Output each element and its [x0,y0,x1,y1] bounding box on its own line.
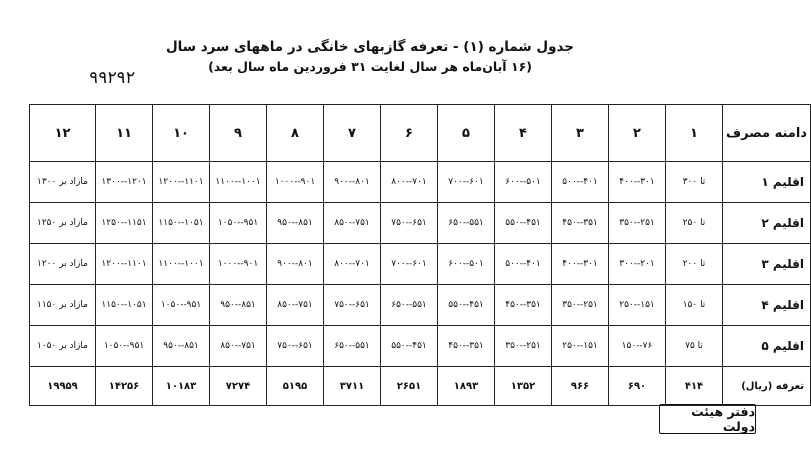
table-cell: ۹۵۱--۱۰۵۰ [153,285,210,326]
column-header: ۳ [552,105,609,162]
table-cell: ۱۵۱--۲۵۰ [609,285,666,326]
table-cell: ۸۵۱--۹۵۰ [267,203,324,244]
table-cell: ۵۵۱--۶۵۰ [438,203,495,244]
table-cell: مازاد بر ۱۱۵۰ [30,285,96,326]
table-subtitle: (۱۶ آبان‌ماه هر سال لغایت ۳۱ فروردین ماه سال بعد) [208,59,532,74]
table-row [30,203,811,244]
row-label: اقلیم ۳ [723,244,811,285]
table-cell: ۴۰۱--۵۰۰ [552,162,609,203]
table-header-row [30,105,811,162]
table-cell: مازاد بر ۱۲۰۰ [30,244,96,285]
table-cell: ۴۵۱--۵۵۰ [438,285,495,326]
tariff-cell: ۱۳۵۲ [495,367,552,406]
table-cell: ۱۰۰۱--۱۱۰۰ [153,244,210,285]
tariff-cell: ۱۴۲۵۶ [96,367,153,406]
table-cell: ۳۵۱--۴۵۰ [438,326,495,367]
table-cell: ۲۰۱--۳۰۰ [609,244,666,285]
table-cell: ۴۵۱--۵۵۰ [495,203,552,244]
table-cell: ۳۰۱--۴۰۰ [552,244,609,285]
table-cell: تا ۲۵۰ [666,203,723,244]
tariff-cell: ۱۹۹۵۹ [30,367,96,406]
column-header: ۱۱ [96,105,153,162]
table-cell: ۷۰۱--۸۰۰ [381,162,438,203]
document-heading [150,37,590,77]
tariff-cell: ۱۸۹۳ [438,367,495,406]
row-label: اقلیم ۴ [723,285,811,326]
table-cell: ۱۱۰۱--۱۲۰۰ [96,244,153,285]
table-cell: ۴۵۱--۵۵۰ [381,326,438,367]
table-row [30,244,811,285]
table-row [30,326,811,367]
corner-header: دامنه مصرف [723,105,811,162]
table-title: جدول شماره (۱) - تعرفه گازبهای خانگی در ماههای سرد سال [165,39,575,55]
row-label: اقلیم ۵ [723,326,811,367]
column-header: ۵ [438,105,495,162]
column-header: ۲ [609,105,666,162]
column-header: ۸ [267,105,324,162]
table-cell: ۹۵۱--۱۰۵۰ [210,203,267,244]
table-cell: ۹۰۱--۱۰۰۰ [210,244,267,285]
table-cell: ۶۵۱--۷۵۰ [324,285,381,326]
table-cell: مازاد بر ۱۲۵۰ [30,203,96,244]
table-cell: ۱۰۰۱--۱۱۰۰ [210,162,267,203]
table-cell: ۱۱۵۱--۱۲۵۰ [96,203,153,244]
table-cell: ۸۵۱--۹۵۰ [210,285,267,326]
table-cell: تا ۱۵۰ [666,285,723,326]
table-cell: ۳۰۱--۴۰۰ [609,162,666,203]
table-cell: تا ۷۵ [666,326,723,367]
row-label: اقلیم ۲ [723,203,811,244]
column-header: ۱۰ [153,105,210,162]
table-row [30,162,811,203]
table-cell: ۶۰۱--۷۰۰ [438,162,495,203]
table-cell: ۲۵۱--۳۵۰ [609,203,666,244]
table-cell: ۲۵۱--۳۵۰ [495,326,552,367]
table-cell: ۵۰۱--۶۰۰ [438,244,495,285]
table-cell: ۲۵۱--۳۵۰ [552,285,609,326]
table-cell: ۸۵۱--۹۵۰ [153,326,210,367]
gas-tariff-table [29,104,811,406]
table-cell: ۹۵۱--۱۰۵۰ [96,326,153,367]
column-header: ۱۲ [30,105,96,162]
table-cell: ۳۵۱--۴۵۰ [495,285,552,326]
table-cell: ۶۰۱--۷۰۰ [381,244,438,285]
table-cell: ۶۵۱--۷۵۰ [381,203,438,244]
table-cell: ۷۶--۱۵۰ [609,326,666,367]
column-header: ۱ [666,105,723,162]
table-cell: ۹۰۱--۱۰۰۰ [267,162,324,203]
table-cell: ۵۵۱--۶۵۰ [324,326,381,367]
table-cell: تا ۲۰۰ [666,244,723,285]
row-label: اقلیم ۱ [723,162,811,203]
table-cell: ۳۵۱--۴۵۰ [552,203,609,244]
table-cell: ۶۵۱--۷۵۰ [267,326,324,367]
table-cell: ۱۵۱--۲۵۰ [552,326,609,367]
table-cell: ۱۱۰۱--۱۲۰۰ [153,162,210,203]
tariff-cell: ۱۰۱۸۳ [153,367,210,406]
table-cell: ۷۵۱--۸۵۰ [267,285,324,326]
table-cell: ۷۰۱--۸۰۰ [324,244,381,285]
tariff-cell: ۲۶۵۱ [381,367,438,406]
column-header: ۶ [381,105,438,162]
table-cell: ۴۰۱--۵۰۰ [495,244,552,285]
handwritten-document-number: ۹۹۲۹۲ [87,68,136,88]
table-cell: ۷۵۱--۸۵۰ [210,326,267,367]
table-cell: ۱۲۰۱--۱۳۰۰ [96,162,153,203]
tariff-cell: ۴۱۴ [666,367,723,406]
table-row [30,285,811,326]
tariff-cell: ۵۱۹۵ [267,367,324,406]
table-cell: مازاد بر ۱۳۰۰ [30,162,96,203]
table-cell: ۸۰۱--۹۰۰ [267,244,324,285]
table-cell: تا ۳۰۰ [666,162,723,203]
tariff-cell: ۷۲۷۴ [210,367,267,406]
column-header: ۷ [324,105,381,162]
table-cell: ۵۰۱--۶۰۰ [495,162,552,203]
table-cell: ۷۵۱--۸۵۰ [324,203,381,244]
tariff-row [30,367,811,406]
table-cell: ۱۰۵۱--۱۱۵۰ [153,203,210,244]
row-label: تعرفه (ریال) [723,367,811,406]
table-cell: ۱۰۵۱--۱۱۵۰ [96,285,153,326]
tariff-cell: ۳۷۱۱ [324,367,381,406]
column-header: ۴ [495,105,552,162]
table-cell: ۵۵۱--۶۵۰ [381,285,438,326]
table-cell: مازاد بر ۱۰۵۰ [30,326,96,367]
table-cell: ۸۰۱--۹۰۰ [324,162,381,203]
tariff-cell: ۹۶۶ [552,367,609,406]
tariff-cell: ۶۹۰ [609,367,666,406]
government-office-stamp: دفتر هیئت دولت [659,404,756,434]
column-header: ۹ [210,105,267,162]
